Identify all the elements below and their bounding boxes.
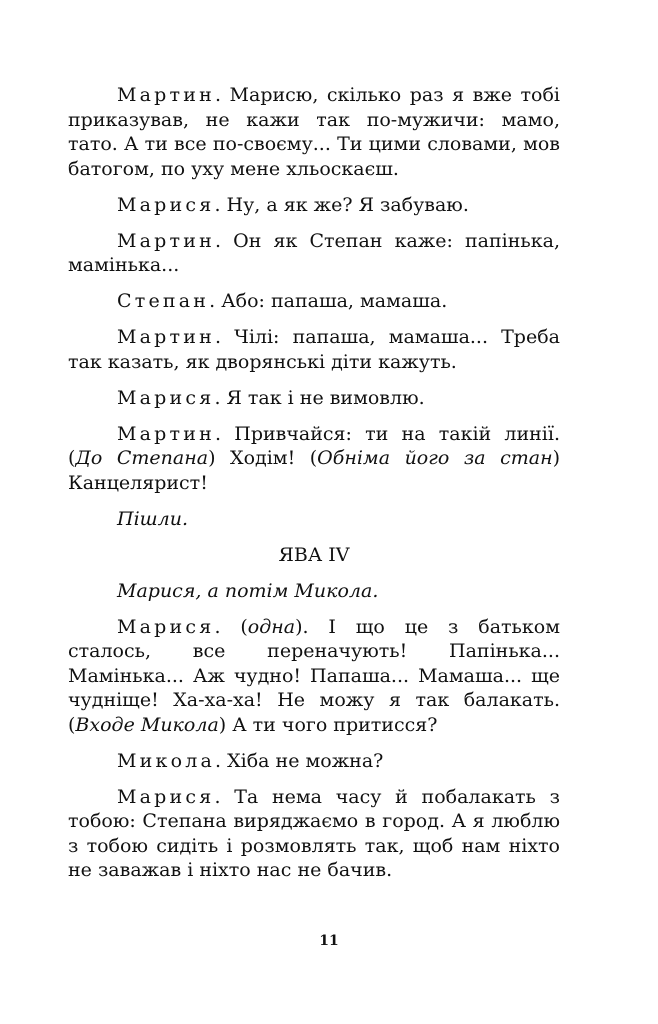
speech-text: Хіба не можна?: [227, 749, 384, 772]
page-body: [68, 83, 560, 894]
speech-text: ) Ходім! (: [208, 447, 318, 469]
speech-text: ) А ти чого притисся?: [218, 713, 438, 736]
page-number: 11: [319, 933, 339, 949]
speaker-name: Марися: [117, 386, 215, 409]
dialogue-line: Микола. Хіба не можна?: [117, 749, 384, 772]
stage-remark: одна: [247, 615, 296, 638]
speaker-name: Мартин: [117, 422, 215, 445]
speaker-name: Марися: [117, 615, 215, 638]
speech-text: ). І що це з батьком сталось, все переначують! Папінька... Мамінька... Аж чудно! Папаша... Мамаша... ще чудніще! Ха-ха-ха! Не можу я так балакать. (: [68, 615, 560, 736]
dialogue-line: Мартин. Привчайся: ти на такій линії. (До Степана) Ходім! (Обніма його за стан) Канцелярист!: [68, 422, 561, 494]
speaker-name: Мартин: [117, 84, 215, 106]
dialogue-line: Мартин. Он як Степан каже: папінька, мамінька...: [68, 229, 560, 276]
speech-text: Або: папаша, мамаша.: [221, 290, 448, 312]
dialogue-line: Марися. (одна). І що це з батьком сталось, все переначують! Папінька... Мамінька... Аж чудно! Папаша... Мамаша... ще чудніще! Ха-ха-ха! Не можу я так балакать. (Входе Микола) А ти чого притисся?: [68, 615, 560, 736]
speech-text: Марисю, скілько раз я вже тобі приказував, не кажи так по-мужичи: мамо, тато. А ти все по-своєму... Ти цими словами, мов батогом, по уху мене хльоскаєш.: [68, 84, 560, 180]
stage-direction: Пішли.: [117, 507, 189, 530]
dialogue-line: Степан. Або: папаша, мамаша.: [117, 290, 448, 312]
speech-text: Та нема часу й побалакать з тобою: Степана виряджаємо в город. А я люблю з тобою сидіть і розмовлять так, щоб нам ніхто не заважав і ніхто нас не бачив.: [68, 785, 560, 881]
speech-text: (: [240, 615, 248, 638]
speech-text: Он як Степан каже: папінька, мамінька...: [68, 229, 560, 276]
speech-text: Чілі: папаша, мамаша... Треба так казать, як дворянські діти кажуть.: [68, 326, 560, 373]
speech-text: Я так і не вимовлю.: [226, 386, 425, 409]
dialogue-line: Мартин. Чілі: папаша, мамаша... Треба так казать, як дворянські діти кажуть.: [68, 326, 560, 373]
speech-text: Ну, а як же? Я забуваю.: [226, 193, 469, 216]
stage-remark: До Степана: [75, 447, 209, 469]
dialogue-line: Марися. Ну, а як же? Я забуваю.: [117, 193, 469, 216]
stage-remark: Обніма його за стан: [317, 447, 553, 469]
dialogue-line: Мартин. Марисю, скілько раз я вже тобі приказував, не кажи так по-мужичи: мамо, тато. А ти все по-своєму... Ти цими словами, мов батогом, по уху мене хльоскаєш.: [68, 84, 560, 180]
speaker-name: Марися: [117, 785, 215, 808]
speaker-name: Микола: [117, 749, 216, 772]
stage-direction: Марися, а потім Микола.: [117, 579, 379, 602]
dialogue-line: Марися. Я так і не вимовлю.: [117, 386, 425, 409]
speaker-name: Степан: [117, 290, 210, 312]
speaker-name: Мартин: [117, 229, 215, 252]
speech-text: ) Канцелярист!: [68, 447, 561, 494]
speaker-name: Мартин: [117, 326, 215, 348]
dialogue-line: Марися. Та нема часу й побалакать з тобою: Степана виряджаємо в город. А я люблю з тобою сидіть і розмовлять так, щоб нам ніхто не заважав і ніхто нас не бачив.: [68, 785, 560, 881]
speaker-name: Марися: [117, 193, 215, 216]
stage-remark: Входе Микола: [75, 713, 219, 736]
scene-heading: ЯВА IV: [278, 543, 350, 566]
speech-text: Привчайся: ти на такій линії. (: [68, 422, 560, 469]
